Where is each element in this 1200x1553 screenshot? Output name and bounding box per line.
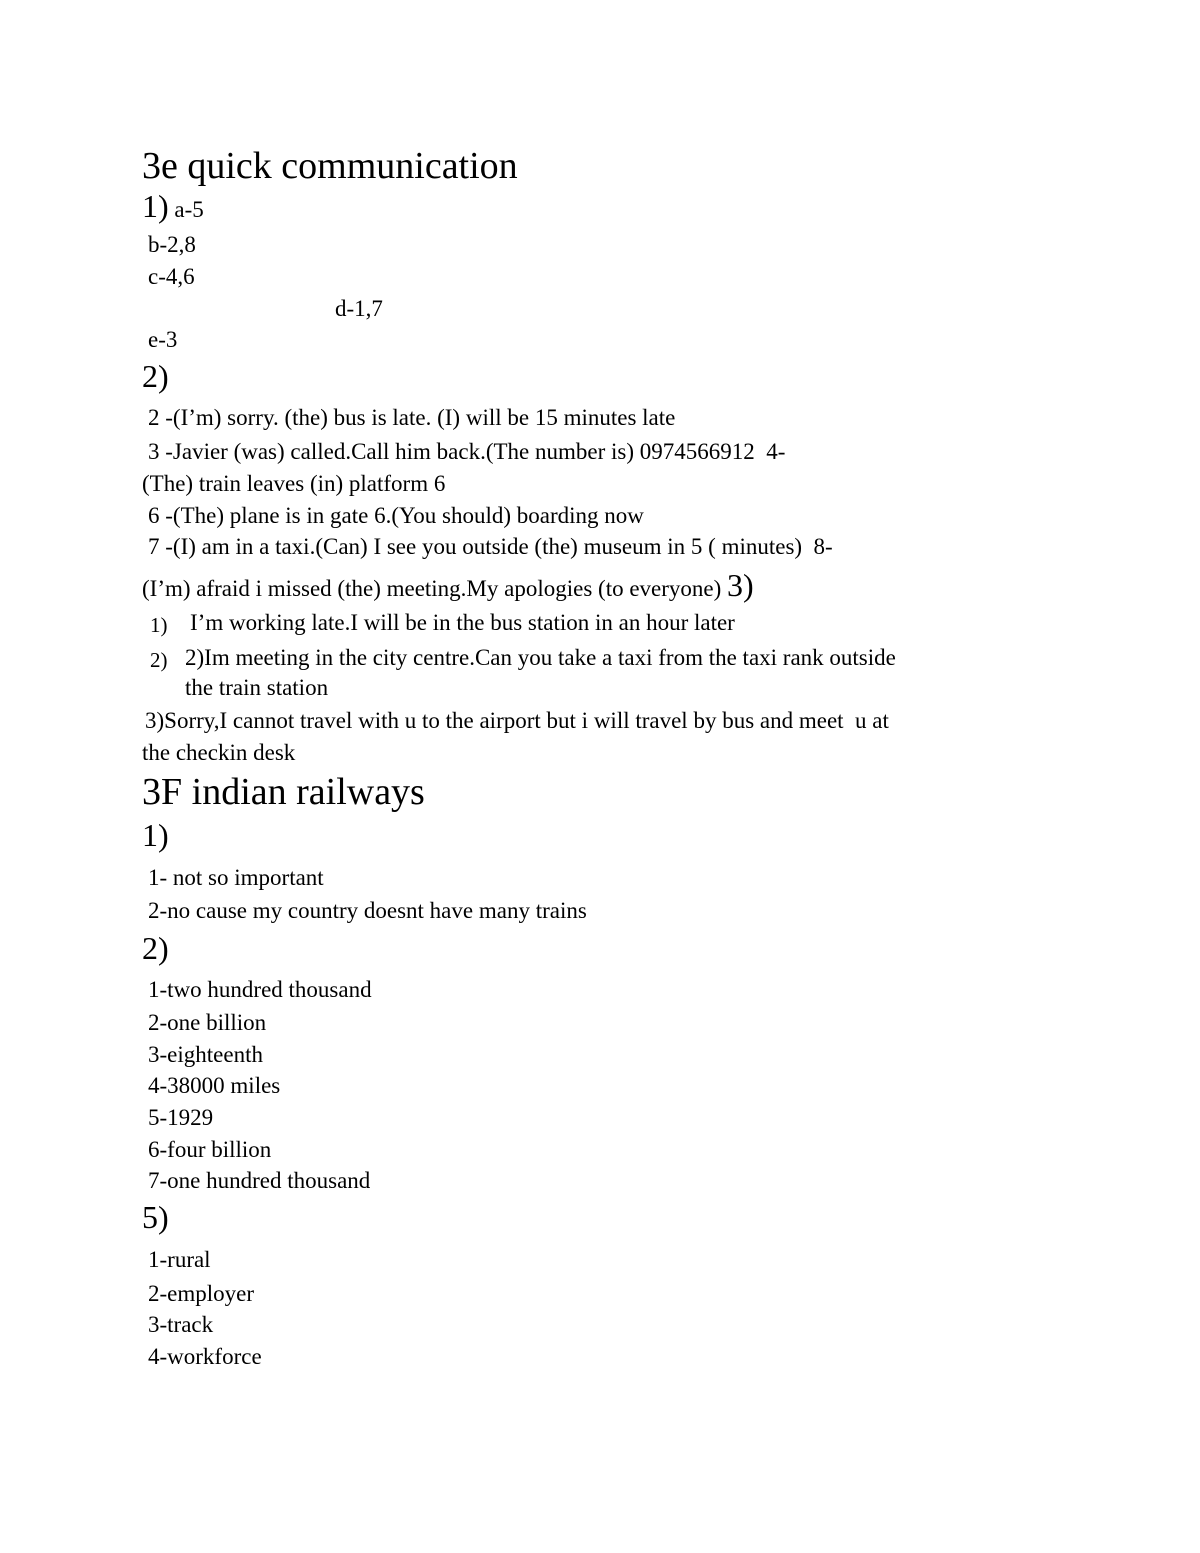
answer-line: (I’m) afraid i missed (the) meeting.My apologies (to everyone) xyxy=(142,576,722,601)
answer-line: the checkin desk xyxy=(142,740,296,765)
match-item: a-5 xyxy=(174,197,204,222)
answer-line: 3)Sorry,I cannot travel with u to the airport but i will travel by bus and meet u at xyxy=(145,708,889,733)
item-number: 1) xyxy=(150,613,168,637)
numbered-item xyxy=(150,611,168,639)
answer-line-with-label xyxy=(142,567,754,603)
answer-line: 4-38000 miles xyxy=(148,1073,281,1098)
match-item: d-1,7 xyxy=(335,296,383,321)
answer-line: 4-workforce xyxy=(148,1344,262,1369)
item-text: I’m working late.I will be in the bus station in an hour later xyxy=(190,610,735,635)
answer-line: 6-four billion xyxy=(148,1137,272,1162)
section-heading-3e: 3e quick communication xyxy=(142,145,518,187)
item-text: 2)Im meeting in the city centre.Can you take a taxi from the taxi rank outside xyxy=(185,645,896,670)
answer-line: 1-rural xyxy=(148,1247,211,1272)
answer-line: 7 -(I) am in a taxi.(Can) I see you outside (the) museum in 5 ( minutes) 8- xyxy=(148,534,833,559)
answer-line: 2-no cause my country doesnt have many trains xyxy=(148,898,587,923)
section-heading-3f: 3F indian railways xyxy=(142,771,425,813)
answer-line: 1-two hundred thousand xyxy=(148,977,372,1002)
match-item: c-4,6 xyxy=(148,264,195,289)
answer-line: 3 -Javier (was) called.Call him back.(The number is) 0974566912 4- xyxy=(148,439,786,464)
part-label: 2) xyxy=(142,358,169,394)
part-1-row xyxy=(142,188,204,224)
item-number: 2) xyxy=(150,648,168,672)
part-label: 1) xyxy=(142,817,169,853)
answer-line: 3-eighteenth xyxy=(148,1042,263,1067)
match-item: b-2,8 xyxy=(148,232,196,257)
answer-line: 2-employer xyxy=(148,1281,255,1306)
answer-line: 2 -(I’m) sorry. (the) bus is late. (I) will be 15 minutes late xyxy=(148,405,676,430)
item-text-continued: the train station xyxy=(185,675,329,700)
answer-line: (The) train leaves (in) platform 6 xyxy=(142,471,446,496)
answer-line: 5-1929 xyxy=(148,1105,214,1130)
answer-line: 6 -(The) plane is in gate 6.(You should) boarding now xyxy=(148,503,644,528)
answer-line: 3-track xyxy=(148,1312,214,1337)
part-label: 5) xyxy=(142,1199,169,1235)
part-label: 3) xyxy=(727,567,754,603)
answer-line: 7-one hundred thousand xyxy=(148,1168,371,1193)
part-label: 1) xyxy=(142,188,169,224)
answer-line: 1- not so important xyxy=(148,865,324,890)
part-label: 2) xyxy=(142,930,169,966)
numbered-item xyxy=(150,646,168,674)
match-item: e-3 xyxy=(148,327,178,352)
answer-line: 2-one billion xyxy=(148,1010,267,1035)
